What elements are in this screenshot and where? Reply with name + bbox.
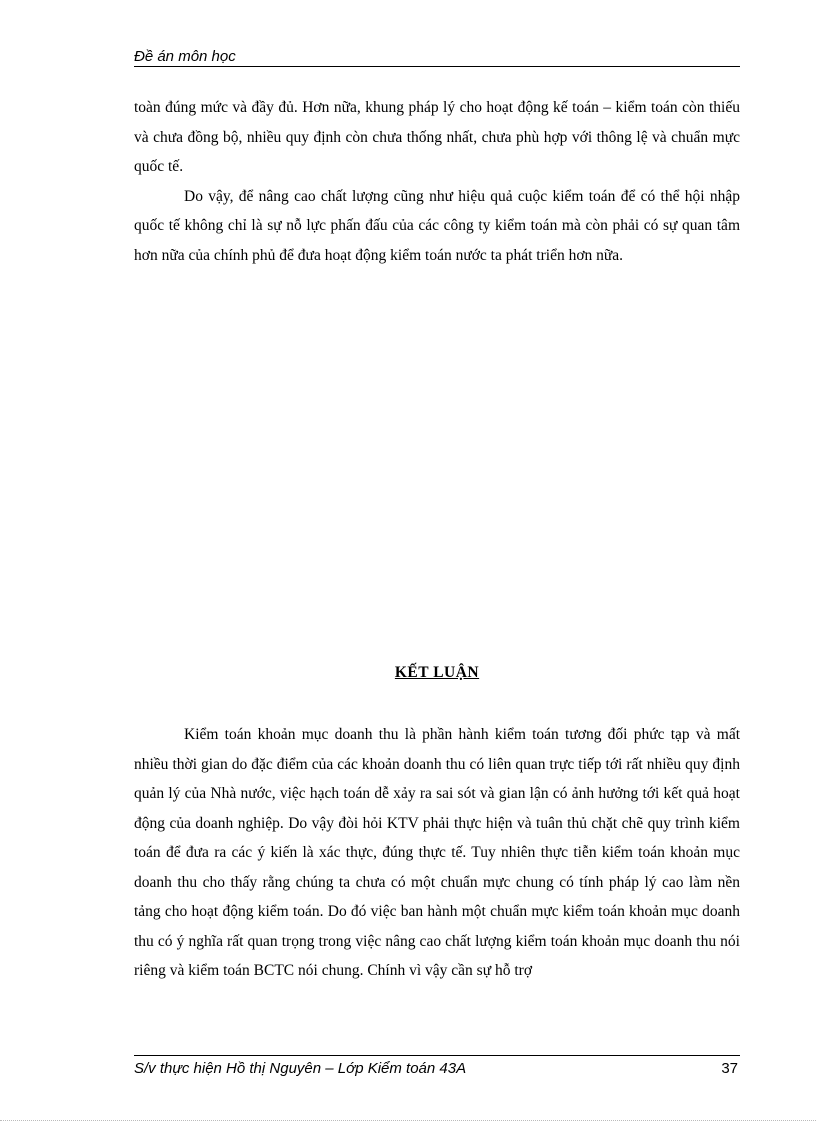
section-heading: KẾT LUẬN xyxy=(394,664,480,681)
page-footer xyxy=(134,1055,740,1078)
page-number: 37 xyxy=(721,1060,738,1077)
paragraph-continuation: toàn đúng mức và đầy đủ. Hơn nữa, khung pháp lý cho hoạt động kế toán – kiểm toán còn thiếu và chưa đồng bộ, nhiều quy định còn chưa thống nhất, chưa phù hợp với thông lệ và chuẩn mực quốc tế. xyxy=(134,99,740,175)
page-header xyxy=(134,48,740,67)
paragraph-conclusion-intro: Do vậy, để nâng cao chất lượng cũng như hiệu quả cuộc kiểm toán để có thể hội nhập quốc tế không chỉ là sự nỗ lực phấn đấu của các công ty kiểm toán mà còn phải có sự quan tâm hơn nữa của chính phủ để đưa hoạt động kiểm toán nước ta phát triển hơn nữa. xyxy=(134,187,740,264)
page-bottom-divider xyxy=(0,1120,816,1122)
header-title: Đề án môn học xyxy=(134,48,236,65)
conclusion-text-block xyxy=(134,720,740,986)
paragraph-conclusion: Kiểm toán khoản mục doanh thu là phần hành kiểm toán tương đối phức tạp và mất nhiều thời gian do đặc điểm của các khoản doanh thu có liên quan trực tiếp tới rất nhiều quy định quản lý của Nhà nước, việc hạch toán dễ xảy ra sai sót và gian lận có ảnh hưởng tới kết quả hoạt động của doanh nghiệp. Do vậy đòi hỏi KTV phải thực hiện và tuân thủ chặt chẽ quy trình kiểm toán để đưa ra các ý kiến là xác thực, đúng thực tế. Tuy nhiên thực tiễn kiểm toán khoản mục doanh thu cho thấy rằng chúng ta chưa có một chuẩn mực chung có tính pháp lý cao làm nền tảng cho hoạt động kiểm toán. Do đó việc ban hành một chuẩn mực kiểm toán khoản mục doanh thu có ý nghĩa rất quan trọng trong việc nâng cao chất lượng kiểm toán khoản mục doanh thu nói riêng và kiểm toán BCTC nói chung. Chính vì vậy cần sự hỗ trợ xyxy=(134,726,740,979)
footer-author: S/v thực hiện Hồ thị Nguyên – Lớp Kiểm toán 43A xyxy=(134,1060,467,1077)
top-text-block xyxy=(134,93,740,270)
